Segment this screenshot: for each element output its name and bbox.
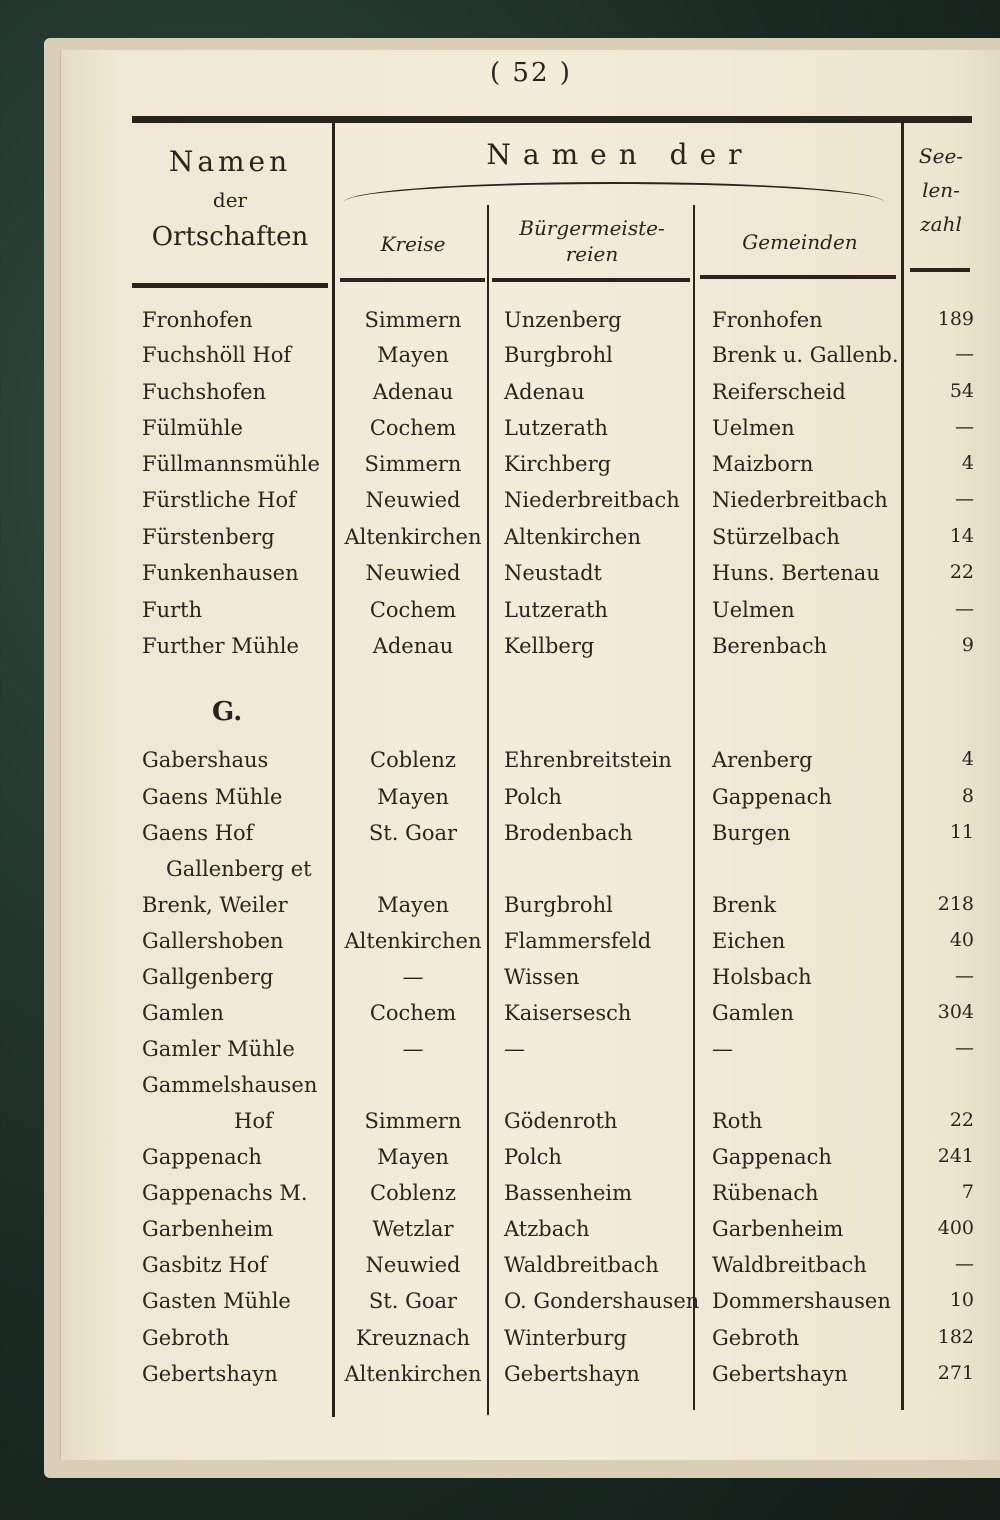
row-buergermeisterei: Burgbrohl	[504, 343, 613, 367]
header-rule-ort	[132, 283, 328, 288]
row-place-name: Gappenach	[142, 1145, 262, 1169]
row-gemeinde: Gappenach	[712, 785, 832, 809]
column-divider-3	[693, 205, 695, 1410]
row-seelenzahl: —	[955, 343, 974, 365]
header-rule-seel	[910, 268, 970, 272]
row-buergermeisterei: Unzenberg	[504, 308, 622, 332]
header-seelenzahl-line2: len-	[922, 178, 960, 202]
row-kreis: St. Goar	[368, 1289, 458, 1313]
row-gemeinde: Uelmen	[712, 416, 795, 440]
row-seelenzahl: 189	[937, 308, 974, 330]
row-place-name: Gabershaus	[142, 748, 269, 772]
row-place-name: Gallershoben	[142, 929, 284, 953]
row-gemeinde: Rübenach	[712, 1181, 819, 1205]
header-buergermeistereien-line2: reien	[565, 242, 619, 266]
row-buergermeisterei: Kirchberg	[504, 452, 612, 476]
row-gemeinde: Gebertshayn	[712, 1362, 848, 1386]
row-kreis: Altenkirchen	[344, 929, 482, 953]
row-kreis: Mayen	[377, 893, 449, 917]
row-kreis: Coblenz	[370, 1181, 456, 1205]
row-seelenzahl: —	[955, 965, 974, 987]
row-seelenzahl: 271	[937, 1362, 974, 1384]
page-number: ( 52 )	[490, 58, 572, 88]
row-gemeinde: Dommershausen	[712, 1289, 891, 1313]
row-place-name: Gebertshayn	[142, 1362, 278, 1386]
row-gemeinde: Holsbach	[712, 965, 812, 989]
row-seelenzahl: 241	[937, 1145, 974, 1167]
row-seelenzahl: —	[955, 416, 974, 438]
row-kreis: Mayen	[377, 1145, 449, 1169]
row-gemeinde: —	[712, 1037, 733, 1061]
row-buergermeisterei: Wissen	[504, 965, 580, 989]
row-seelenzahl: 22	[949, 1109, 974, 1131]
row-seelenzahl: 4	[961, 748, 974, 770]
header-group-title: Namen der	[486, 138, 754, 171]
row-gemeinde: Uelmen	[712, 598, 795, 622]
column-divider-4	[901, 118, 904, 1410]
row-kreis: Mayen	[377, 785, 449, 809]
row-buergermeisterei: Kellberg	[504, 634, 595, 658]
row-seelenzahl: —	[955, 1253, 974, 1275]
row-kreis: Cochem	[369, 416, 457, 440]
row-seelenzahl: 7	[961, 1181, 974, 1203]
header-rule-kreis	[340, 278, 485, 282]
row-seelenzahl: 9	[961, 634, 974, 656]
row-place-name: Gebroth	[142, 1326, 230, 1350]
header-seelenzahl-line1: See-	[918, 144, 964, 168]
row-place-name: Gallenberg et	[166, 857, 312, 881]
row-kreis: Simmern	[364, 452, 462, 476]
row-buergermeisterei: O. Gondershausen	[504, 1289, 700, 1313]
header-ortschaften-line1: Namen	[168, 145, 292, 178]
row-seelenzahl: 182	[937, 1326, 974, 1348]
row-seelenzahl: 54	[949, 380, 974, 402]
row-gemeinde: Gappenach	[712, 1145, 832, 1169]
row-place-name: Gallgenberg	[142, 965, 274, 989]
row-buergermeisterei: Burgbrohl	[504, 893, 613, 917]
row-buergermeisterei: Polch	[504, 785, 562, 809]
row-buergermeisterei: Gödenroth	[504, 1109, 618, 1133]
row-buergermeisterei: Neustadt	[504, 561, 602, 585]
row-buergermeisterei: Lutzerath	[504, 416, 608, 440]
row-kreis: Wetzlar	[372, 1217, 454, 1241]
row-gemeinde: Reiferscheid	[712, 380, 846, 404]
row-kreis: —	[402, 965, 424, 989]
row-gemeinde: Huns. Bertenau	[712, 561, 880, 585]
row-place-name: Fronhofen	[142, 308, 253, 332]
row-place-name: Gasten Mühle	[142, 1289, 291, 1313]
row-gemeinde: Eichen	[712, 929, 786, 953]
row-kreis: Altenkirchen	[344, 525, 482, 549]
row-place-name: Gappenachs M.	[142, 1181, 308, 1205]
row-seelenzahl: 10	[949, 1289, 974, 1311]
row-kreis: Adenau	[372, 380, 454, 404]
row-place-name: Füllmannsmühle	[142, 452, 320, 476]
row-kreis: Kreuznach	[355, 1326, 471, 1350]
row-gemeinde: Niederbreitbach	[712, 488, 888, 512]
row-gemeinde: Brenk u. Gallenb.	[712, 343, 899, 367]
row-gemeinde: Roth	[712, 1109, 763, 1133]
row-gemeinde: Brenk	[712, 893, 777, 917]
row-gemeinde: Gamlen	[712, 1001, 794, 1025]
row-place-name: Furth	[142, 598, 203, 622]
row-gemeinde: Gebroth	[712, 1326, 800, 1350]
row-place-name: Fürstenberg	[142, 525, 275, 549]
row-gemeinde: Maizborn	[712, 452, 814, 476]
row-buergermeisterei: Flammersfeld	[504, 929, 652, 953]
row-place-name: Funkenhausen	[142, 561, 299, 585]
row-gemeinde: Waldbreitbach	[712, 1253, 867, 1277]
row-buergermeisterei: Winterburg	[504, 1326, 627, 1350]
row-gemeinde: Fronhofen	[712, 308, 823, 332]
header-ortschaften-line2: der	[212, 188, 248, 212]
header-kreise: Kreise	[380, 232, 446, 256]
row-gemeinde: Burgen	[712, 821, 791, 845]
row-place-name: Fülmühle	[142, 416, 243, 440]
row-seelenzahl: 304	[937, 1001, 974, 1023]
header-ortschaften-line3: Ortschaften	[151, 222, 309, 252]
row-place-name: Further Mühle	[142, 634, 299, 658]
row-buergermeisterei: Kaisersesch	[504, 1001, 632, 1025]
row-place-name: Gasbitz Hof	[142, 1253, 268, 1277]
header-buergermeistereien-line1: Bürgermeiste-	[519, 216, 665, 240]
column-divider-1	[332, 122, 335, 1417]
row-buergermeisterei: Altenkirchen	[504, 525, 641, 549]
row-place-name: Fürstliche Hof	[142, 488, 296, 512]
top-rule	[132, 116, 972, 123]
row-place-name: Gamlen	[142, 1001, 224, 1025]
row-seelenzahl: 8	[961, 785, 974, 807]
row-seelenzahl: 11	[949, 821, 974, 843]
row-buergermeisterei: Bassenheim	[504, 1181, 633, 1205]
row-seelenzahl: 40	[949, 929, 974, 951]
row-kreis: St. Goar	[368, 821, 458, 845]
header-gemeinden: Gemeinden	[742, 230, 858, 254]
row-place-name: Brenk, Weiler	[142, 893, 288, 917]
row-buergermeisterei: Waldbreitbach	[504, 1253, 659, 1277]
row-seelenzahl: 14	[949, 525, 974, 547]
row-buergermeisterei: Lutzerath	[504, 598, 608, 622]
section-letter-g: G.	[212, 697, 243, 727]
row-gemeinde: Berenbach	[712, 634, 828, 658]
row-kreis: Simmern	[364, 1109, 462, 1133]
row-seelenzahl: —	[955, 598, 974, 620]
row-buergermeisterei: —	[504, 1037, 525, 1061]
row-gemeinde: Stürzelbach	[712, 525, 840, 549]
row-seelenzahl: 400	[937, 1217, 974, 1239]
row-kreis: Cochem	[369, 598, 457, 622]
row-buergermeisterei: Brodenbach	[504, 821, 633, 845]
row-seelenzahl: —	[955, 488, 974, 510]
row-kreis: —	[402, 1037, 424, 1061]
row-kreis: Altenkirchen	[344, 1362, 482, 1386]
row-place-name: Gaens Hof	[142, 821, 254, 845]
row-buergermeisterei: Niederbreitbach	[504, 488, 680, 512]
row-seelenzahl: —	[955, 1037, 974, 1059]
header-seelenzahl-line3: zahl	[920, 212, 962, 236]
row-place-name: Fuchshöll Hof	[142, 343, 292, 367]
row-kreis: Mayen	[377, 343, 449, 367]
row-place-name: Garbenheim	[142, 1217, 274, 1241]
row-kreis: Neuwied	[365, 561, 461, 585]
row-place-name: Fuchshofen	[142, 380, 267, 404]
row-place-name: Hof	[234, 1109, 273, 1133]
row-seelenzahl: 22	[949, 561, 974, 583]
row-kreis: Coblenz	[370, 748, 456, 772]
header-rule-gem	[700, 275, 896, 279]
row-seelenzahl: 218	[937, 893, 974, 915]
row-buergermeisterei: Adenau	[504, 380, 585, 404]
row-place-name: Gamler Mühle	[142, 1037, 295, 1061]
row-kreis: Adenau	[372, 634, 454, 658]
row-buergermeisterei: Atzbach	[504, 1217, 590, 1241]
row-kreis: Neuwied	[365, 488, 461, 512]
row-place-name: Gaens Mühle	[142, 785, 283, 809]
row-buergermeisterei: Polch	[504, 1145, 562, 1169]
row-buergermeisterei: Gebertshayn	[504, 1362, 640, 1386]
row-gemeinde: Garbenheim	[712, 1217, 844, 1241]
header-rule-buerg	[492, 278, 690, 282]
row-kreis: Simmern	[364, 308, 462, 332]
row-kreis: Cochem	[369, 1001, 457, 1025]
row-seelenzahl: 4	[961, 452, 974, 474]
row-kreis: Neuwied	[365, 1253, 461, 1277]
row-gemeinde: Arenberg	[712, 748, 813, 772]
row-place-name: Gammelshausen	[142, 1073, 318, 1097]
row-buergermeisterei: Ehrenbreitstein	[504, 748, 672, 772]
